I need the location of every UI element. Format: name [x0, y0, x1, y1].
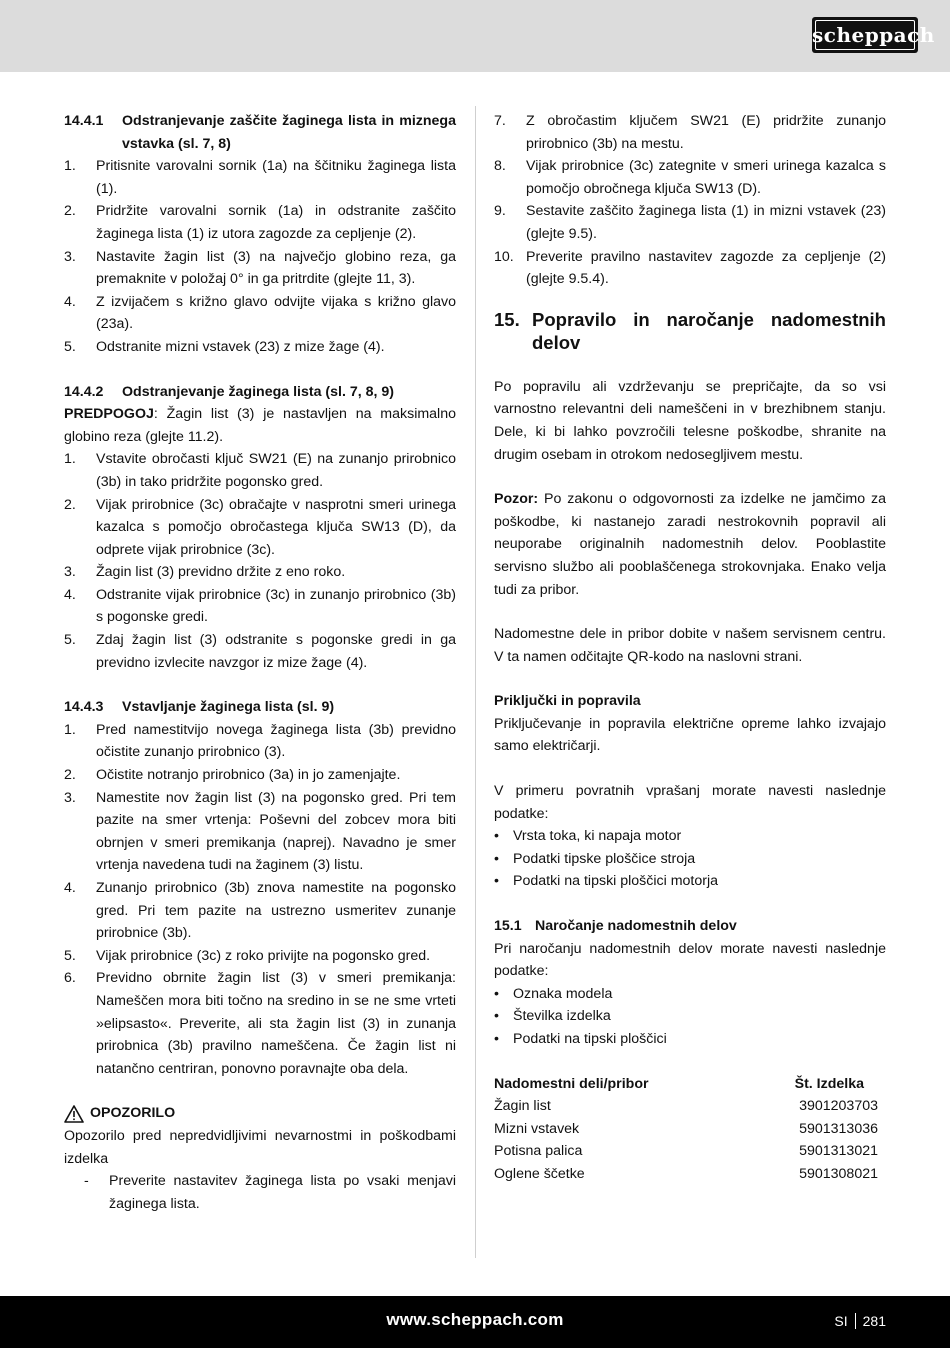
- spare-parts-table: [494, 1073, 886, 1186]
- list-item: [64, 561, 456, 584]
- list-item-number: 1.: [64, 451, 76, 468]
- table-row: [494, 1118, 886, 1141]
- list-item-number: 5.: [64, 338, 76, 355]
- list-item-number: 3.: [64, 248, 76, 265]
- warning-text: Opozorilo pred nepredvidljivimi nevarnostmi in poškodbami izdelka: [64, 1127, 456, 1167]
- right-column: [494, 110, 886, 1186]
- list-item: [64, 764, 456, 787]
- bullet-text: Podatki tipske ploščice stroja: [513, 850, 696, 867]
- liability-paragraph: Pozor: Po zakonu o odgovornosti za izdelke ne jamčimo za poškodbe, ki nastanejo zaradi nestrokovnih popravil ali neuporabe originalnih nadomestnih delov. Pooblastite servisno službo ali pooblaščenega strokovnjaka. Enako velja tudi za pribor.: [494, 491, 886, 598]
- page-header: [0, 0, 950, 72]
- list-item-text: Odstranite mizni vstavek (23) z mize žage (4).: [96, 338, 385, 355]
- list-item-text: Previdno obrnite žagin list (3) v smeri premikanja: Nameščen mora biti točno na sredino in se ne sme vrteti »elipsasto«. Preverite, ali sta žagin list (3) in zunanja prirobnica (3b) pravilno nameščena. Če žagin list ni natančno centriran, ponovno poravnajte oba dela.: [96, 970, 456, 1077]
- list-item-text: Vijak prirobnice (3c) zategnite v smeri urinega kazalca s pomočjo obročnega ključa SW13 (D).: [526, 158, 886, 197]
- column-header-number: Št. Izdelka: [794, 1075, 864, 1092]
- list-item: [64, 967, 456, 1080]
- list-item: [494, 246, 886, 291]
- connections-heading: Priključki in popravila: [494, 693, 641, 710]
- list-item-number: 2.: [64, 203, 76, 220]
- list-item-number: 3.: [64, 789, 76, 806]
- list-item-text: Žagin list (3) previdno držite z eno roko.: [96, 564, 346, 581]
- section-heading-14-4-1: 14.4.1 Odstranjevanje zaščite žaginega lista in miznega vstavka (sl. 7, 8): [64, 113, 456, 152]
- list-item-text: Pritisnite varovalni sornik (1a) na ščitniku žaginega lista (1).: [96, 158, 456, 197]
- table-row: [494, 1163, 886, 1186]
- table-row: [494, 1140, 886, 1163]
- list-item-text: Očistite notranjo prirobnico (3a) in jo zamenjajte.: [96, 767, 401, 784]
- left-column: [64, 110, 456, 1215]
- part-name-cell: Žagin list: [494, 1098, 551, 1115]
- list-item: [64, 155, 456, 200]
- list-item-text: Z izvijačem s križno glavo odvijte vijaka s križno glavo (23a).: [96, 293, 456, 333]
- list-item-text: Odstranite vijak prirobnice (3c) in zunanjo prirobnico (3b) s pogonske gredi.: [96, 586, 456, 626]
- list-item-text: Zdaj žagin list (3) odstranite s pogonske gredi in ga previdno izvlecite navzgor iz mize žage (4).: [96, 632, 456, 671]
- table-header-row: [494, 1073, 886, 1096]
- service-paragraph: Nadomestne dele in pribor dobite v našem servisnem centru. V ta namen odčitajte QR-kodo na naslovni strani.: [494, 626, 886, 665]
- warning-heading: OPOZORILO: [64, 1102, 456, 1125]
- page-number: SI 281: [834, 1313, 886, 1329]
- page-footer: [0, 1296, 950, 1348]
- list-item: [494, 110, 886, 155]
- list-item: [64, 945, 456, 968]
- bullet-icon: •: [494, 828, 499, 845]
- warning-item: - Preverite nastavitev žaginega lista po vsaki menjavi žaginega lista.: [84, 1173, 456, 1212]
- list-item-number: 4.: [64, 586, 76, 603]
- bullet-item: [494, 848, 886, 871]
- list-item-text: Pred namestitvijo novega žaginega lista (3b) previdno očistite zunanjo prirobnico (3).: [96, 721, 456, 761]
- bullet-text: Številka izdelka: [513, 1008, 611, 1025]
- list-item: [494, 155, 886, 200]
- list-item-text: Vijak prirobnice (3c) z roko privijte na pogonsko gred.: [96, 947, 431, 964]
- bullet-item: [494, 1028, 886, 1051]
- bullet-item: [494, 825, 886, 848]
- inquiry-bullet-list: [494, 825, 886, 893]
- steps-list-14-4-2: [64, 448, 456, 674]
- bullet-icon: •: [494, 985, 499, 1002]
- list-item-text: Zunanjo prirobnico (3b) znova namestite na pogonsko gred. Pri tem pazite na ustrezno usmeritev zunanje prirobnice (3b).: [96, 880, 456, 942]
- list-item-number: 4.: [64, 880, 76, 896]
- list-item-text: Nastavite žagin list (3) na največjo globino reza, ga premaknite v položaj 0° in ga pritrdite (glejte 11, 3).: [96, 248, 456, 288]
- bullet-item: [494, 1005, 886, 1028]
- table-row: [494, 1095, 886, 1118]
- list-item: [64, 584, 456, 629]
- column-header-part: Nadomestni deli/pribor: [494, 1075, 649, 1092]
- part-name-cell: Mizni vstavek: [494, 1120, 580, 1137]
- steps-list-continued: [494, 110, 886, 291]
- list-item: [64, 877, 456, 945]
- list-item: [64, 787, 456, 877]
- bullet-text: Vrsta toka, ki napaja motor: [513, 828, 682, 845]
- part-number-cell: 5901308021: [799, 1165, 878, 1182]
- list-item: [64, 448, 456, 493]
- bullet-icon: •: [494, 873, 499, 890]
- bullet-item: [494, 870, 886, 893]
- precondition-text: PREDPOGOJ: Žagin list (3) je nastavljen na maksimalno globino reza (glejte 11.2).: [64, 406, 456, 445]
- list-item: [494, 200, 886, 245]
- list-item: [64, 291, 456, 336]
- section-heading-14-4-2: 14.4.2 Odstranjevanje žaginega lista (sl. 7, 8, 9): [64, 383, 395, 400]
- bullet-icon: •: [494, 1008, 499, 1025]
- list-item-number: 7.: [494, 113, 506, 129]
- section-heading-15-1: 15.1 Naročanje nadomestnih delov: [494, 918, 737, 935]
- repair-paragraph: Po popravilu ali vzdrževanju se prepričajte, da so vsi varnostno relevantni deli nameščeni in v brezhibnem stanju. Dele, ki bi lahko povzročili telesne poškodbe, shranite na drugim osebam in otrokom nedosegljivem mestu.: [494, 378, 886, 463]
- list-item: [64, 200, 456, 245]
- list-item: [64, 719, 456, 764]
- section-heading-15: 15. Popravilo in naročanje nadomestnih delov: [494, 308, 886, 353]
- column-divider: [475, 106, 476, 1258]
- list-item-number: 3.: [64, 564, 76, 581]
- logo-text: scheppach: [812, 23, 935, 47]
- scheppach-logo: [812, 17, 935, 53]
- list-item: [64, 629, 456, 674]
- list-item-number: 8.: [494, 158, 506, 175]
- list-item-number: 1.: [64, 721, 76, 738]
- list-item: [64, 246, 456, 291]
- list-item: [64, 336, 456, 359]
- part-number-cell: 5901313036: [799, 1120, 878, 1137]
- bullet-icon: •: [494, 1031, 499, 1047]
- list-item-text: Namestite nov žagin list (3) na pogonsko gred. Pri tem pazite na smer vrtenja: Poševni del zobcev mora biti obrnjen v smeri premikanja (naprej). Navadno je smer vrtenja navedena tudi na žaginem (3) listu.: [96, 789, 456, 874]
- list-item-text: Sestavite zaščito žaginega lista (1) in mizni vstavek (23) (glejte 9.5).: [526, 203, 886, 242]
- list-item-number: 4.: [64, 293, 76, 310]
- bullet-icon: •: [494, 850, 499, 867]
- list-item-text: Vijak prirobnice (3c) obračajte v nasprotni smeri urinega kazalca s pomočjo obročastega ključa SW13 (D), da odprete vijak prirobnice (3c).: [96, 496, 456, 558]
- list-item-text: Pridržite varovalni sornik (1a) in odstranite zaščito žaginega lista (1) iz utora zagozde za cepljenje (2).: [96, 203, 456, 242]
- part-name-cell: Oglene ščetke: [494, 1165, 585, 1182]
- bullet-text: Podatki na tipski ploščici: [513, 1031, 667, 1047]
- list-item-number: 5.: [64, 632, 76, 649]
- part-number-cell: 5901313021: [799, 1143, 878, 1160]
- list-item-number: 10.: [494, 248, 514, 265]
- website-link[interactable]: www.scheppach.com: [386, 1310, 564, 1329]
- part-name-cell: Potisna palica: [494, 1143, 583, 1160]
- list-item-number: 9.: [494, 203, 506, 220]
- section-heading-14-4-3: 14.4.3 Vstavljanje žaginega lista (sl. 9): [64, 699, 335, 716]
- steps-list-14-4-1: [64, 155, 456, 358]
- list-item-number: 2.: [64, 767, 76, 784]
- ordering-paragraph: Pri naročanju nadomestnih delov morate navesti naslednje podatke:: [494, 940, 886, 980]
- bullet-item: [494, 983, 886, 1006]
- bullet-text: Podatki na tipski ploščici motorja: [513, 873, 719, 890]
- ordering-bullet-list: [494, 983, 886, 1051]
- list-item: [64, 494, 456, 562]
- list-item-number: 5.: [64, 947, 76, 964]
- list-item-number: 2.: [64, 496, 76, 513]
- steps-list-14-4-3: [64, 719, 456, 1081]
- part-number-cell: 3901203703: [799, 1098, 878, 1115]
- inquiry-paragraph: V primeru povratnih vprašanj morate navesti naslednje podatke:: [494, 783, 886, 822]
- list-item-text: Preverite pravilno nastavitev zagozde za cepljenje (2) (glejte 9.5.4).: [526, 248, 886, 288]
- list-item-number: 1.: [64, 158, 76, 175]
- list-item-number: 6.: [64, 970, 76, 987]
- list-item-text: Z obročastim ključem SW21 (E) pridržite zunanjo prirobnico (3b) na mestu.: [526, 113, 886, 152]
- list-item-text: Vstavite obročasti ključ SW21 (E) na zunanjo prirobnico (3b) in tako pridržite pogonsko gred.: [96, 451, 456, 490]
- bullet-text: Oznaka modela: [513, 985, 613, 1002]
- warning-triangle-icon: [64, 1104, 84, 1124]
- connections-paragraph: Priključevanje in popravila električne opreme lahko izvajajo samo električarji.: [494, 715, 886, 755]
